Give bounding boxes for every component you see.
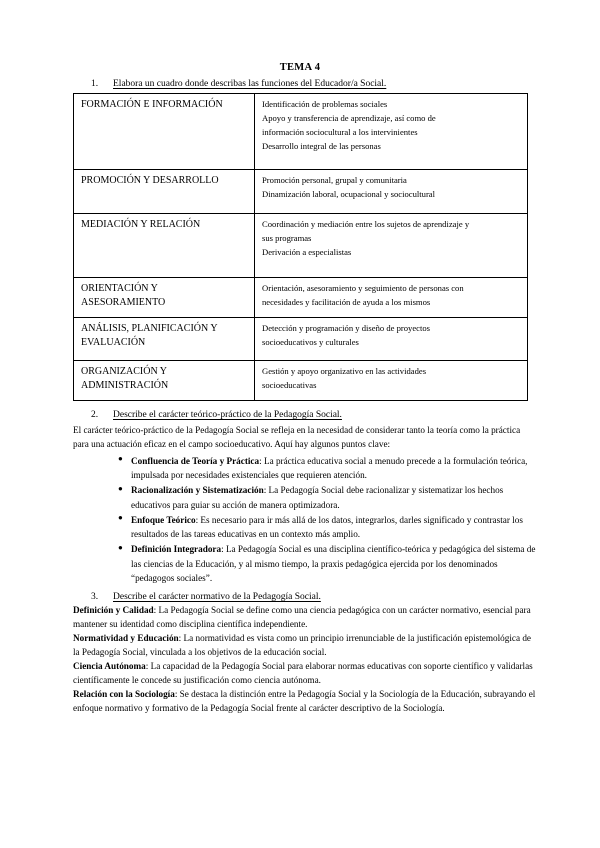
description-line: necesidades y facilitación de ayuda a los mismos <box>262 296 431 307</box>
definition-paragraph <box>73 632 538 660</box>
function-label-line: ORGANIZACIÓN Y <box>81 366 168 377</box>
list-item <box>118 542 538 585</box>
key-points-list <box>73 454 538 585</box>
section-title-1: Elabora un cuadro donde describas las funciones del Educador/a Social. <box>113 79 387 89</box>
function-label-line: EVALUACIÓN <box>81 337 146 349</box>
table-row <box>74 170 528 214</box>
function-label-line: ASESORAMIENTO <box>81 297 166 309</box>
list-item <box>118 454 538 483</box>
section-number-2: 2. <box>91 410 99 420</box>
point-text: : La Pedagogía Social debe racionalizar y sistematizar los hechos educativos para guiar su acción de manera optimizadora. <box>131 485 504 510</box>
description-line: información sociocultural a los intervinientes <box>262 126 418 137</box>
function-description <box>255 278 528 318</box>
function-label-line: ORIENTACIÓN Y <box>81 283 158 294</box>
definition-paragraph <box>73 660 538 688</box>
bullet-icon: ● <box>118 454 123 464</box>
point-lead: Confluencia de Teoría y Práctica <box>131 455 260 466</box>
function-description <box>255 94 528 170</box>
section-title-3: Describe el carácter normativo de la Pedagogía Social. <box>113 592 321 603</box>
description-line: sus programas <box>262 232 312 243</box>
bullet-icon: ● <box>118 513 123 523</box>
description-line: socioeducativas <box>262 379 317 390</box>
function-label <box>74 278 255 318</box>
definition-paragraph <box>73 688 538 716</box>
definition-text: : La Pedagogía Social se define como una ciencia pedagógica con un carácter normativo, esencial para mantener su identidad como disciplina científica independiente. <box>73 605 531 630</box>
section-heading-3 <box>73 592 538 602</box>
list-item <box>118 483 538 512</box>
definition-text: : Se destaca la distinción entre la Pedagogía Social y la Sociología de la Educación, subrayando el enfoque normativo y formativo de la Pedagogía Social frente al carácter descriptivo de la Sociología. <box>73 689 536 714</box>
page-title: TEMA 4 <box>279 62 321 73</box>
bullet-icon: ● <box>118 542 123 552</box>
definition-lead: Normatividad y Educación <box>73 633 179 644</box>
list-item <box>118 513 538 542</box>
point-lead: Enfoque Teórico <box>131 514 196 525</box>
section-heading-1 <box>73 79 538 89</box>
definition-text: : La normatividad es vista como un principio irrenunciable de la justificación epistemológica de la Pedagogía Social, vinculada a los objetivos de la educación social. <box>73 633 532 658</box>
section-title-2: Describe el carácter teórico-práctico de la Pedagogía Social. <box>113 410 342 420</box>
function-label-line: ANÁLISIS, PLANIFICACIÓN Y <box>81 323 218 334</box>
function-description <box>255 214 528 278</box>
definition-lead: Ciencia Autónoma <box>73 661 146 672</box>
description-line: Desarrollo integral de las personas <box>262 140 381 151</box>
function-description <box>255 170 528 214</box>
bullet-icon: ● <box>118 483 123 493</box>
point-lead: Definición Integradora <box>131 544 222 555</box>
table-row <box>74 361 528 401</box>
section-heading-2 <box>73 410 538 420</box>
description-line: socioeducativos y culturales <box>262 336 359 347</box>
description-line: Derivación a especialistas <box>262 246 352 257</box>
function-label-line: ADMINISTRACIÓN <box>81 380 169 392</box>
table-row <box>74 94 528 170</box>
description-line: Detección y programación y diseño de proyectos <box>262 323 430 333</box>
point-text: : Es necesario para ir más allá de los datos, integrarlos, darles significado y contrastar los resultados de las tareas educativas en un contexto más amplio. <box>131 514 523 540</box>
description-line: Gestión y apoyo organizativo en las actividades <box>262 366 427 376</box>
description-line: Apoyo y transferencia de aprendizaje, así como de <box>262 112 436 123</box>
function-label: FORMACIÓN E INFORMACIÓN <box>74 94 255 170</box>
definition-lead: Definición y Calidad <box>73 605 154 616</box>
description-line: Promoción personal, grupal y comunitaria <box>262 175 407 185</box>
table-row <box>74 278 528 318</box>
description-line: Identificación de problemas sociales <box>262 99 388 109</box>
function-description <box>255 318 528 361</box>
point-lead: Racionalización y Sistematización <box>131 485 264 496</box>
definition-paragraph <box>73 604 538 632</box>
point-text: : La práctica educativa social a menudo precede a la formulación teórica, impulsada por necesidades existenciales que requieren atención. <box>131 455 528 481</box>
function-label <box>74 318 255 361</box>
description-line: Coordinación y mediación entre los sujetos de aprendizaje y <box>262 219 470 229</box>
section-number-1: 1. <box>91 79 99 89</box>
definition-text: : La capacidad de la Pedagogía Social para elaborar normas educativas con soporte científico y validarlas científicamente le concede su justificación como ciencia autónoma. <box>73 661 533 686</box>
definition-lead: Relación con la Sociología <box>73 689 175 700</box>
function-label: PROMOCIÓN Y DESARROLLO <box>74 170 255 214</box>
table-row <box>74 214 528 278</box>
point-text: : La Pedagogía Social es una disciplina científico-teórica y pedagógica del sistema de las ciencias de la Educación, y al mismo tiempo, la praxis pedagógica ejercida por los denominados “pedagogos sociales”. <box>131 544 536 583</box>
section-number-3: 3. <box>91 592 99 603</box>
table-row <box>74 318 528 361</box>
section3-body <box>73 604 538 716</box>
description-line: Orientación, asesoramiento y seguimiento de personas con <box>262 283 464 293</box>
functions-table <box>73 93 528 401</box>
function-description <box>255 361 528 401</box>
function-label: MEDIACIÓN Y RELACIÓN <box>74 214 255 278</box>
function-label <box>74 361 255 401</box>
section2-intro: El carácter teórico-práctico de la Pedagogía Social se refleja en la necesidad de considerar tanto la teoría como la práctica para una actuación eficaz en el campo socioeducativo. Aquí hay algunos puntos clave: <box>73 425 521 449</box>
description-line: Dinamización laboral, ocupacional y sociocultural <box>262 188 436 199</box>
